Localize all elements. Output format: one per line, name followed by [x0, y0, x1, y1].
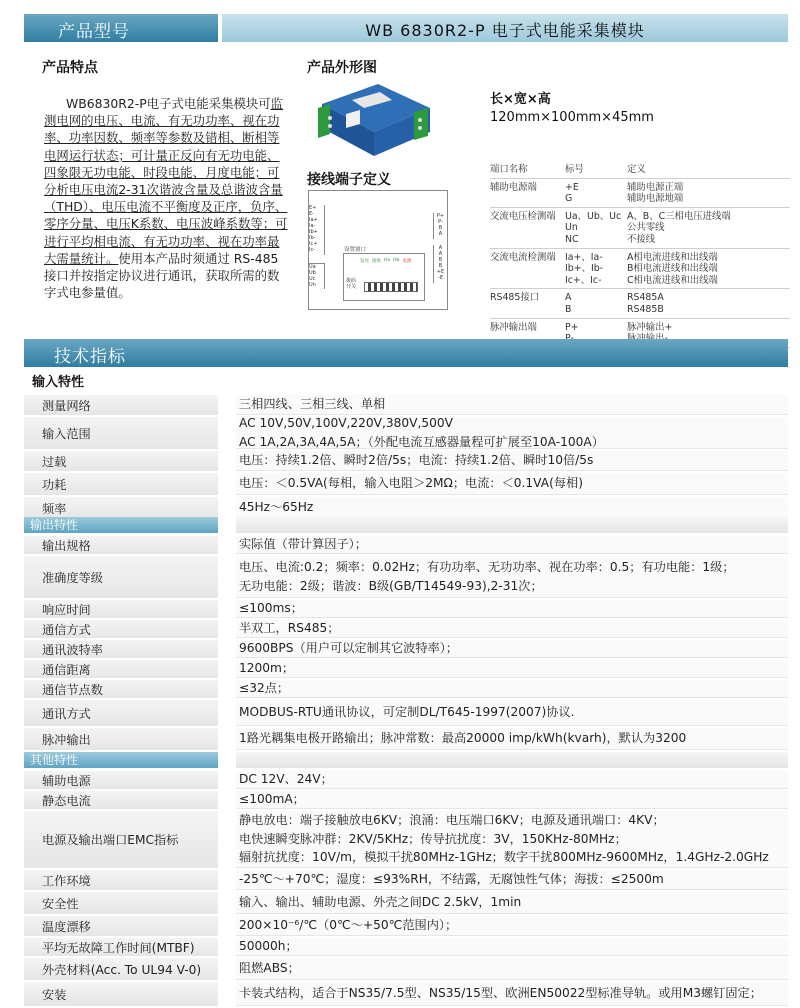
terminal-cell-name: [490, 304, 565, 316]
spec-label: 通信距离: [24, 660, 218, 678]
spec-value-line: 电压、电流:0.2；频率：0.02Hz；有功功率、无功功率、视在功率：0.5；有功电能：1级；: [239, 560, 735, 574]
terminal-table-row: [490, 234, 790, 246]
led-row: [360, 258, 411, 264]
spec-value-line: 电快速瞬变脉冲群：2KV/5KHz；传导抗扰度：3V，150KHz-80MHz；: [239, 831, 627, 846]
spec-value: [236, 982, 788, 1006]
terminal-cell-label: A: [565, 292, 572, 304]
right-bottom-terminal-block: A A B B +E -E: [433, 245, 447, 283]
spec-value-line: 半双工，RS485；: [239, 621, 340, 636]
spec-row: [24, 771, 788, 789]
left-bottom-terminal-block: Ua Ub Uc Un: [309, 263, 325, 289]
terminal-table-divider: [490, 205, 790, 208]
spec-value: [236, 700, 788, 726]
spec-row: [24, 938, 788, 956]
terminal-cell-label: G: [565, 193, 573, 205]
left-terminal-block: E+ E- Ia+ Ia- Ib+ Ib- Ic+ Ic-: [309, 205, 325, 255]
spec-value-line: 1200m；: [239, 661, 295, 676]
spec-value-line: MODBUS-RTU通讯协议，可定制DL/T645-1997(2007)协议.: [239, 705, 575, 720]
spec-row: [24, 700, 788, 726]
spec-value-line: 输入、输出、辅助电源、外壳之间DC 2.5kV，1min: [239, 895, 522, 910]
terminal-cell-def: 脉冲输出+: [627, 321, 673, 333]
spec-value-line: 1路光耦集电极开路输出；脉冲常数：最高20000 imp/kWh(kvarh)，默认为3200: [239, 731, 687, 746]
terminal-cell-label: Ia+、Ia-: [565, 251, 603, 263]
output-heading: 输出特性: [24, 517, 218, 533]
spec-value: [236, 892, 788, 914]
spec-row: [24, 958, 788, 980]
subhead-value-strip: [236, 752, 788, 768]
spec-value-line: 50000h；: [239, 939, 298, 954]
spec-value-line: 辐射抗扰度：10V/m，模拟干扰80MHz-1GHz；数字干扰800MHz-9600MHz，1.4GHz-2.0GHz: [239, 850, 769, 865]
spec-label: 过载: [24, 451, 218, 471]
terminal-table-row: [490, 193, 790, 205]
spec-row: [24, 556, 788, 598]
spec-value: [236, 395, 788, 415]
spec-row: [24, 451, 788, 471]
terminal-table-header: [490, 164, 790, 176]
features-text-2: 使用本产品时须通过 RS-485接口并按指定协议进行通讯，获取所需的数字式电参量值。: [44, 250, 280, 301]
terminal-cell-label: B: [565, 303, 572, 315]
spec-value: [236, 958, 788, 980]
model-title: WB 6830R2-P 电子式电能采集模块: [365, 21, 645, 40]
spec-value-line: AC 1A,2A,3A,4A,5A；（外配电流互感器量程可扩展至10A-100A）: [239, 434, 604, 449]
terminal-cell-def: RS485A: [627, 292, 664, 304]
wiring-heading: 接线端子定义: [307, 172, 391, 188]
spec-value-line: ≤100mA；: [239, 792, 305, 807]
terminal-cell-label: Ua、Ub、Uc: [565, 210, 622, 222]
terminal-cell-name: RS485接口: [490, 292, 540, 304]
features-paragraph: [44, 95, 290, 301]
spec-value: [236, 451, 788, 471]
spec-value-line: 电压：＜0.5VA(每相，输入电阻＞2MΩ；电流：＜0.1VA(每相): [239, 476, 583, 491]
terminal-cell-name: 交流电流检测端: [490, 251, 556, 263]
set-window: [343, 247, 425, 301]
terminal-cell-name: 交流电压检测端: [490, 210, 556, 222]
terminal-cell-def: 辅助电源地端: [627, 193, 684, 205]
spec-label: 平均无故障工作时间(MTBF): [24, 938, 218, 956]
terminal-table-row: [490, 292, 790, 304]
spec-value-line: 200×10⁻⁶/℃（0℃～+50℃范围内）；: [239, 918, 458, 933]
spec-value-line: 实际值（带计算因子）；: [239, 537, 367, 552]
other-heading: 其他特性: [24, 752, 218, 768]
subhead-value-strip: [236, 517, 788, 533]
spec-row: [24, 791, 788, 809]
dimensions-value: 120mm×100mm×45mm: [490, 110, 654, 125]
terminal-table-row: [490, 304, 790, 316]
terminal-cell-def: A、B、C三相电压进线端: [627, 210, 731, 222]
spec-value-line: 无功电能：2级；谐波：B级(GB/T14549-93),2-31次；: [239, 578, 543, 593]
spec-label: 通信方式: [24, 620, 218, 638]
spec-label: 测量网络: [24, 395, 218, 415]
dip-switch: [364, 282, 418, 292]
terminal-cell-label: P+: [565, 321, 579, 333]
right-top-terminal-block: P+ P- B A: [433, 213, 447, 239]
terminal-cell-name: 辅助电源端: [490, 181, 537, 193]
spec-value-line: ≤32点；: [239, 681, 290, 696]
spec-value: [236, 473, 788, 495]
spec-row: [24, 640, 788, 658]
spec-row: [24, 870, 788, 890]
features-text-1: WB6830R2-P电子式电能采集模块可: [66, 96, 271, 111]
spec-row: [24, 982, 788, 1006]
spec-value: [236, 916, 788, 936]
spec-banner: [24, 339, 788, 367]
spec-value-line: 三相四线、三相三线、单相: [239, 397, 386, 412]
switch-label: 拨码开关: [346, 278, 357, 290]
spec-label: 辅助电源: [24, 771, 218, 789]
terminal-table-divider: [490, 286, 790, 289]
spec-row: [24, 680, 788, 698]
led-send: 发送: [360, 259, 369, 264]
spec-value: [236, 870, 788, 890]
terminal-table-row: [490, 263, 790, 275]
spec-label: 准确度等级: [24, 556, 218, 598]
terminal-cell-label: +E: [565, 181, 579, 193]
led-power: 电源: [402, 259, 412, 264]
terminal-table-divider: [490, 316, 790, 319]
terminal-cell-name: [490, 263, 565, 275]
spec-label: 输入范围: [24, 417, 218, 449]
spec-row: [24, 892, 788, 914]
terminal-table-row: [490, 275, 790, 287]
terminal-cell-def: 公共零线: [627, 222, 665, 234]
spec-row: [24, 497, 788, 519]
spec-label: 安全性: [24, 892, 218, 914]
spec-label: 电源及输出端口EMC指标: [24, 811, 218, 868]
section-title: 产品型号: [58, 22, 130, 42]
terminal-cell-name: [490, 193, 565, 205]
spec-label: 安装: [24, 982, 218, 1006]
spec-row: [24, 728, 788, 750]
spec-label: 温度漂移: [24, 916, 218, 936]
product-model-banner: [24, 14, 218, 42]
terminal-cell-label: Ib+、Ib-: [565, 263, 604, 275]
set-window-label: 设置窗口: [344, 247, 367, 253]
input-heading: 输入特性: [32, 375, 85, 390]
spec-label: 工作环境: [24, 870, 218, 890]
appearance-heading: 产品外形图: [307, 60, 377, 76]
spec-row: [24, 660, 788, 678]
spec-label: 脉冲输出: [24, 728, 218, 750]
spec-label: 外壳材料(Acc. To UL94 V-0): [24, 958, 218, 980]
model-title-banner: [222, 14, 788, 42]
spec-value-line: DC 12V、24V；: [239, 772, 333, 787]
spec-section-title: 技术指标: [54, 347, 126, 367]
terminal-cell-def: C相电流进线和出线端: [627, 274, 718, 286]
led-hb: Hb: [393, 258, 400, 263]
spec-label: 通信节点数: [24, 680, 218, 698]
spec-value: [236, 660, 788, 678]
spec-value-line: 静电放电：端子接触放电6KV；浪涌：电压端口6KV；电源及通讯端口：4KV；: [239, 813, 665, 828]
terminal-table-divider: [490, 246, 790, 249]
spec-value: [236, 640, 788, 658]
spec-value-line: 卡装式结构，适合于NS35/7.5型、NS35/15型、欧洲EN50022型标准导轨。或用M3螺钉固定；: [239, 986, 762, 1001]
spec-value-line: AC 10V,50V,100V,220V,380V,500V: [239, 416, 453, 430]
terminal-table-row: [490, 182, 790, 194]
spec-label: 通讯波特率: [24, 640, 218, 658]
spec-value: [236, 680, 788, 698]
terminal-cell-label: NC: [565, 233, 579, 245]
terminal-cell-def: 不接线: [627, 233, 656, 245]
terminal-header-def: 定义: [627, 164, 646, 175]
spec-value: [236, 938, 788, 956]
terminal-cell-def: 辅助电源正端: [627, 181, 684, 193]
spec-label: 频率: [24, 497, 218, 519]
terminal-table-row: [490, 252, 790, 264]
spec-row: [24, 417, 788, 449]
terminal-table-row: [490, 211, 790, 223]
spec-value-line: 9600BPS（用户可以定制其它波特率）；: [239, 641, 458, 656]
spec-value: [236, 620, 788, 638]
spec-row: [24, 600, 788, 618]
spec-value: [236, 556, 788, 598]
features-text-underlined: 监测电网的电压、电流、有无功功率、视在功率、功率因数、频率等参数及错相、断相等电网运行状态；可计量正反向有无功电能、四象限无功电能、时段电能、月度电能；可分析电压电流2-31次谐波含量及总谐波含量（THD）、电压电流不平衡度及正序，负序、零序分量、电压K系数、电压波峰系数等；可进行平均相电流、有无功功率、视在功率最大需量统计。: [44, 96, 288, 266]
terminal-cell-label: Un: [565, 222, 578, 234]
spec-value-line: ≤100ms；: [239, 601, 303, 616]
spec-label: 输出规格: [24, 536, 218, 554]
spec-row: [24, 620, 788, 638]
terminal-cell-def: A相电流进线和出线端: [627, 251, 718, 263]
spec-value-line: 45Hz～65Hz: [239, 500, 314, 515]
spec-label: 静态电流: [24, 791, 218, 809]
terminal-cell-def: RS485B: [627, 303, 664, 315]
spec-value: [236, 771, 788, 789]
terminal-header-label: 标号: [565, 164, 584, 175]
spec-value: [236, 497, 788, 519]
terminal-cell-name: [490, 222, 565, 234]
terminal-table-row: [490, 322, 790, 334]
spec-row: [24, 916, 788, 936]
terminal-cell-name: [490, 234, 565, 246]
dimensions-label: 长×宽×高: [490, 92, 551, 107]
spec-value: [236, 811, 788, 868]
spec-value: [236, 536, 788, 554]
spec-value: [236, 417, 788, 449]
spec-value: [236, 791, 788, 809]
spec-row: [24, 536, 788, 554]
led-ha: Ha: [384, 258, 391, 263]
terminal-header-name: 端口名称: [490, 164, 528, 175]
terminal-cell-label: Ic+、Ic-: [565, 274, 602, 286]
spec-label: 通讯方式: [24, 700, 218, 726]
product-photo: [310, 78, 436, 160]
terminal-table-row: [490, 222, 790, 234]
led-recv: 接收: [372, 259, 381, 264]
spec-value-line: 阻燃ABS；: [239, 961, 300, 976]
spec-value: [236, 728, 788, 750]
spec-row: [24, 473, 788, 495]
terminal-table-divider: [490, 176, 790, 179]
spec-label: 响应时间: [24, 600, 218, 618]
spec-value-line: -25℃～+70℃；湿度：≤93%RH，不结露，无腐蚀性气体；海拔：≤2500m: [239, 872, 664, 887]
spec-row: [24, 395, 788, 415]
wiring-diagram: [308, 190, 448, 310]
features-heading: 产品特点: [42, 60, 98, 76]
terminal-table: [490, 164, 790, 351]
terminal-cell-def: B相电流进线和出线端: [627, 263, 718, 275]
spec-row: [24, 811, 788, 868]
terminal-cell-name: 脉冲输出端: [490, 321, 537, 333]
terminal-cell-name: [490, 275, 565, 287]
spec-label: 功耗: [24, 473, 218, 495]
spec-value: [236, 600, 788, 618]
spec-value-line: 电压：持续1.2倍、瞬时2倍/5s；电流：持续1.2倍、瞬时10倍/5s: [239, 453, 594, 468]
